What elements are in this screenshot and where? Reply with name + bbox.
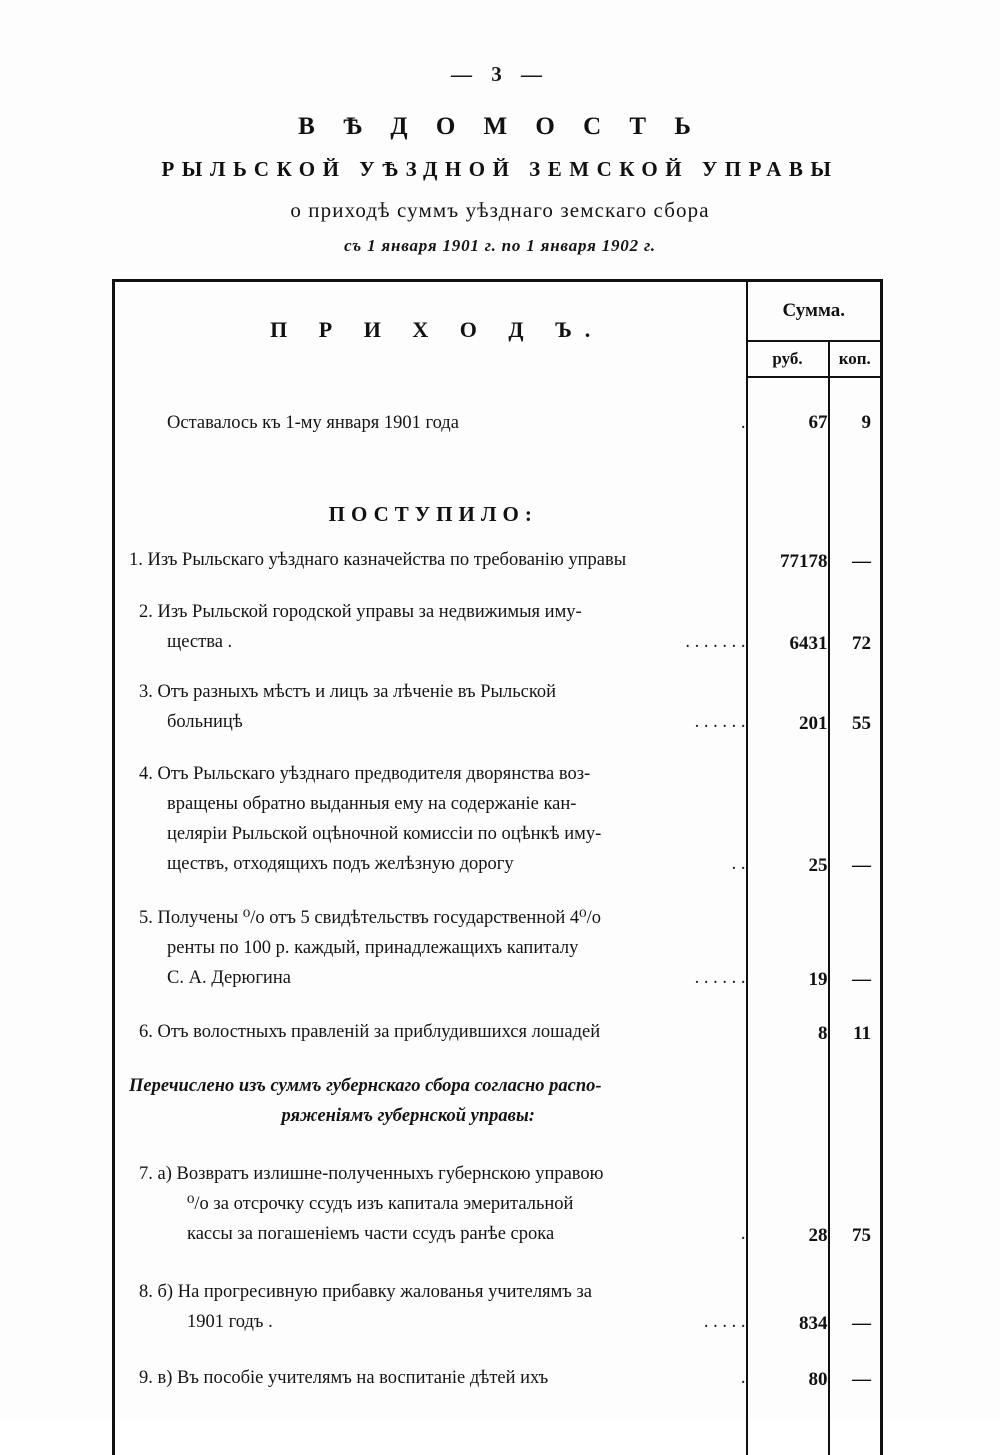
row-3-number: 3. <box>139 682 153 702</box>
document-subtitle-authority: РЫЛЬСКОЙ УѢЗДНОЙ ЗЕМСКОЙ УПРАВЫ <box>161 157 839 181</box>
row-5-rub: 19 <box>747 881 829 995</box>
row-2-text-2: щества . <box>167 632 233 652</box>
gap-rub <box>747 377 829 403</box>
continuation-kop <box>829 1395 882 1455</box>
row-8-label-cell <box>114 1251 747 1339</box>
table-row <box>114 579 882 659</box>
column-header-prihod: П Р И Х О Д Ъ. <box>114 281 747 378</box>
row-3-rub: 201 <box>747 659 829 739</box>
row-1-number: 1. <box>129 550 143 570</box>
document-heading <box>0 113 1000 256</box>
row-7-sub: а) <box>157 1164 172 1184</box>
row-3-line-2 <box>115 707 746 737</box>
row-8-kop: — <box>829 1251 882 1339</box>
row-8-rub: 834 <box>747 1251 829 1339</box>
row-6-kop: 11 <box>829 995 882 1049</box>
opening-balance-label-cell <box>114 403 747 443</box>
table-row <box>114 995 882 1049</box>
row-6-rub: 8 <box>747 995 829 1049</box>
table-row <box>114 659 882 739</box>
gap-desc <box>114 377 747 403</box>
row-3-kop: 55 <box>829 659 882 739</box>
row-6-text-1: Отъ волостныхъ правленій за приблудившихся лошадей <box>157 1022 601 1042</box>
row-2-line-1 <box>115 597 746 627</box>
row-7-label-cell <box>114 1137 747 1251</box>
row-7-rub: 28 <box>747 1137 829 1251</box>
row-9-label-cell <box>114 1339 747 1395</box>
row-6-number: 6. <box>139 1022 153 1042</box>
row-9-rub: 80 <box>747 1339 829 1395</box>
section-heading-kop <box>829 443 882 527</box>
row-5-text-3: С. А. Дерюгина <box>167 968 291 988</box>
row-3-line-1 <box>115 677 746 707</box>
row-9-leader: . <box>740 1368 746 1388</box>
row-7-line-3 <box>115 1219 746 1249</box>
continuation-desc <box>114 1395 747 1455</box>
italic-note-rub <box>747 1049 829 1137</box>
row-2-rub: 6431 <box>747 579 829 659</box>
row-5-number: 5. <box>139 908 153 928</box>
row-1-rub: 77178 <box>747 527 829 579</box>
table-row <box>114 739 882 881</box>
row-8-text-1: На прогресивную прибавку жалованья учителямъ за <box>177 1282 592 1302</box>
document-subtitle-subject: о приходѣ суммъ уѣзднаго земскаго сбора <box>290 198 710 222</box>
opening-balance-rub: 67 <box>747 403 829 443</box>
row-4-rub: 25 <box>747 739 829 881</box>
table-row-continuation <box>114 1395 882 1455</box>
opening-balance-kop: 9 <box>829 403 882 443</box>
column-header-rub: руб. <box>747 341 829 377</box>
italic-note-kop <box>829 1049 882 1137</box>
row-2-number: 2. <box>139 602 153 622</box>
row-2-text-1: Изъ Рыльской городской управы за недвижимыя иму- <box>157 602 582 622</box>
row-7-kop: 75 <box>829 1137 882 1251</box>
row-1-line-1 <box>115 545 746 575</box>
row-6-label-cell <box>114 995 747 1049</box>
row-9-kop: — <box>829 1339 882 1395</box>
row-8-leader: . . . . . <box>703 1312 746 1332</box>
document-subtitle-period: съ 1 января 1901 г. по 1 января 1902 г. <box>344 236 656 255</box>
row-4-label-cell <box>114 739 747 881</box>
row-4-line-4 <box>115 849 746 879</box>
italic-note-line-2: ряженіямъ губернской управы: <box>281 1106 535 1126</box>
gap-kop <box>829 377 882 403</box>
document-title-vedomost: В Ѣ Д О М О С Т Ь <box>298 113 702 140</box>
row-9-line-1 <box>115 1363 746 1393</box>
row-4-text-4: ществъ, отходящихъ подъ желѣзную дорогу <box>167 854 514 874</box>
row-5-leader: . . . . . . <box>694 968 746 988</box>
section-heading-rub <box>747 443 829 527</box>
income-table <box>112 279 883 1455</box>
row-9-number: 9. <box>139 1368 153 1388</box>
row-8-line-2 <box>115 1307 746 1337</box>
row-2-line-2 <box>115 627 746 657</box>
row-7-text-1: Возвратъ излишне-полученныхъ губернскою управою <box>176 1164 604 1184</box>
row-4-text-3: целяріи Рыльской оцѣночной комиссіи по оцѣнкѣ иму- <box>167 824 602 844</box>
row-5-text-1: Получены ⁰/o отъ 5 свидѣтельствъ государственной 4⁰/o <box>157 908 601 928</box>
row-1-text-1: Изъ Рыльскаго уѣзднаго казначейства по требованію управы <box>147 550 627 570</box>
row-7-leader: . <box>740 1224 746 1244</box>
row-1-label-cell <box>114 527 747 579</box>
row-3-text-1: Отъ разныхъ мѣстъ и лицъ за лѣченіе въ Рыльской <box>157 682 557 702</box>
table-row <box>114 881 882 995</box>
row-2-kop: 72 <box>829 579 882 659</box>
row-4-text-2: вращены обратно выданныя ему на содержаніе кан- <box>167 794 577 814</box>
row-7-text-2: ⁰/o за отсрочку ссудъ изъ капитала эмеритальной <box>187 1194 574 1214</box>
row-6-line-1 <box>115 1017 746 1047</box>
page-number: — 3 — <box>451 62 549 86</box>
row-5-label-cell <box>114 881 747 995</box>
table-row-opening-balance <box>114 403 882 443</box>
row-5-kop: — <box>829 881 882 995</box>
header-gap-row <box>114 377 882 403</box>
table-row <box>114 1251 882 1339</box>
row-7-text-3: кассы за погашеніемъ части ссудъ ранѣе срока <box>187 1224 555 1244</box>
section-heading-postupilo: ПОСТУПИЛО: <box>114 443 747 527</box>
row-3-label-cell <box>114 659 747 739</box>
row-7-number: 7. <box>139 1164 153 1184</box>
column-header-kop: коп. <box>829 341 882 377</box>
income-table-container <box>112 279 880 1390</box>
row-3-leader: . . . . . . <box>694 712 746 732</box>
italic-note-line-1: Перечислено изъ суммъ губернскаго сбора согласно распо- <box>129 1076 602 1096</box>
row-2-leader: . . . . . . . <box>685 632 746 652</box>
table-row <box>114 1339 882 1395</box>
row-8-line-1 <box>115 1277 746 1307</box>
column-header-summa: Сумма. <box>747 281 882 342</box>
row-5-line-3 <box>115 963 746 993</box>
row-9-text-1: Въ пособіе учителямъ на воспитаніе дѣтей ихъ <box>177 1368 549 1388</box>
row-4-kop: — <box>829 739 882 881</box>
table-row <box>114 527 882 579</box>
row-7-line-1 <box>115 1159 746 1189</box>
row-3-text-2: больницѣ <box>167 712 243 732</box>
continuation-rub <box>747 1395 829 1455</box>
row-1-kop: — <box>829 527 882 579</box>
row-8-number: 8. <box>139 1282 153 1302</box>
row-4-leader: . . <box>731 854 746 874</box>
table-row <box>114 1137 882 1251</box>
table-row-italic-note <box>114 1049 882 1137</box>
row-8-sub: б) <box>157 1282 174 1302</box>
row-8-text-2: 1901 годъ . <box>187 1312 273 1332</box>
row-9-sub: в) <box>157 1368 173 1388</box>
table-row-section-heading <box>114 443 882 527</box>
opening-balance-leader: . <box>740 413 746 433</box>
table-header-row <box>114 281 882 342</box>
opening-balance-text: Оставалось къ 1-му января 1901 года <box>167 413 459 433</box>
row-4-line-1 <box>115 759 746 789</box>
italic-note-cell <box>114 1049 747 1137</box>
row-5-text-2: ренты по 100 р. каждый, принадлежащихъ капиталу <box>167 938 579 958</box>
row-2-label-cell <box>114 579 747 659</box>
opening-balance-label <box>115 408 746 438</box>
row-5-line-1 <box>115 903 746 933</box>
row-4-text-1: Отъ Рыльскаго уѣзднаго предводителя дворянства воз- <box>157 764 591 784</box>
row-4-number: 4. <box>139 764 153 784</box>
